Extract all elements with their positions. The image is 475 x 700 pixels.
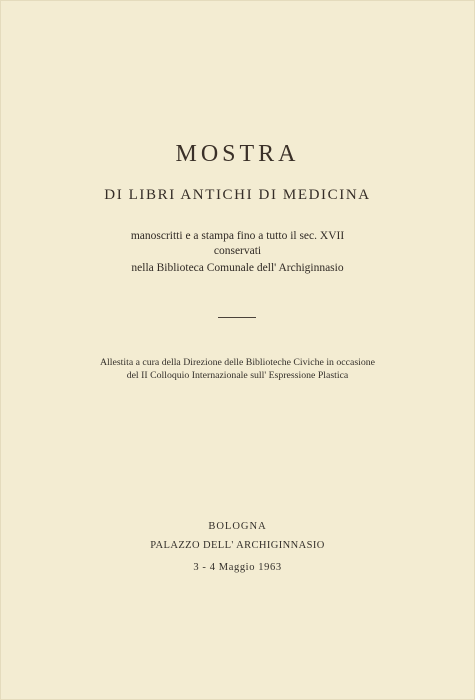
event-date: 3 - 4 Maggio 1963 (193, 562, 282, 573)
place-city: BOLOGNA (208, 521, 267, 532)
occasion-line: Allestita a cura della Direzione delle Biblioteche Civiche in occasione (99, 357, 376, 368)
occasion-line: del II Colloquio Internazionale sull' Espressione Plastica (126, 370, 349, 381)
description-line: nella Biblioteca Comunale dell' Archiginnasio (131, 262, 344, 274)
section-divider (218, 317, 256, 318)
description-line: manoscritti e a stampa fino a tutto il sec. XVII (130, 230, 345, 242)
description-line: conservati (213, 245, 262, 257)
place-venue: PALAZZO DELL' ARCHIGINNASIO (150, 540, 325, 551)
document-subtitle: DI LIBRI ANTICHI DI MEDICINA (104, 187, 371, 203)
document-title: MOSTRA (175, 141, 300, 167)
